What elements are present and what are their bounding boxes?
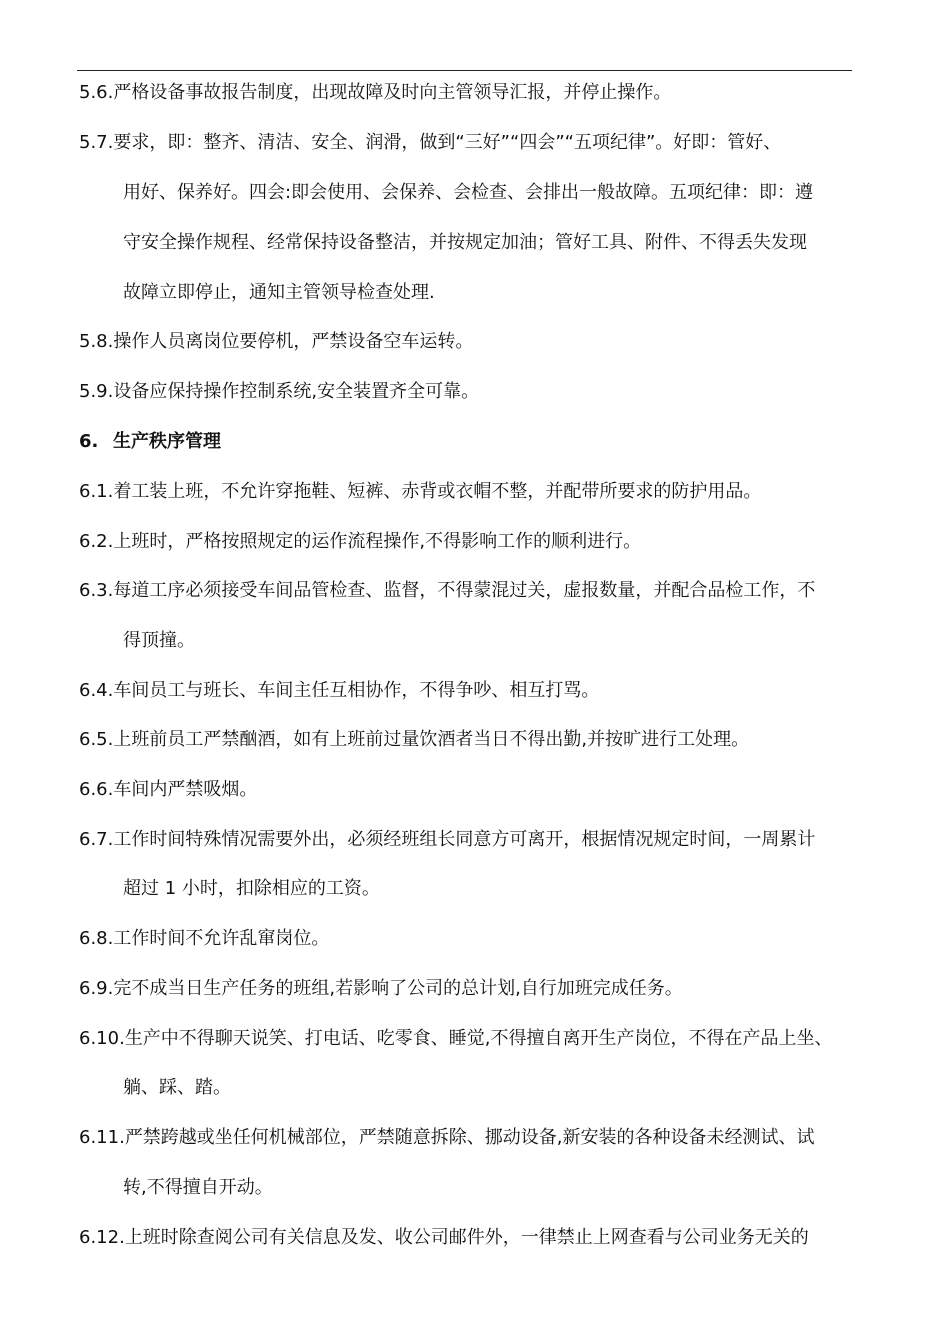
list-item-5-6 bbox=[79, 81, 671, 105]
section-title: 生产秩序管理 bbox=[113, 431, 221, 452]
item-text: 上班时除查阅公司有关信息及发、收公司邮件外，一律禁止上网查看与公司业务无关的 bbox=[124, 1227, 809, 1248]
section-number: 6. bbox=[79, 431, 99, 452]
list-item-6-2 bbox=[79, 530, 641, 554]
item-text: 工作时间特殊情况需要外出，必须经班组长同意方可离开，根据情况规定时间，一周累计 bbox=[113, 829, 816, 850]
list-item-6-4 bbox=[79, 679, 599, 703]
item-number: 6.3. bbox=[79, 580, 114, 601]
item-number: 5.6. bbox=[79, 82, 114, 103]
list-item-6-12 bbox=[79, 1226, 809, 1250]
item-continuation: 超过 1 小时，扣除相应的工资。 bbox=[123, 878, 380, 899]
item-text: 上班时，严格按照规定的运作流程操作,不得影响工作的顺利进行。 bbox=[113, 531, 642, 552]
list-item-6-10 bbox=[79, 1027, 833, 1051]
item-number: 6.1. bbox=[79, 481, 114, 502]
list-item-5-8 bbox=[79, 330, 473, 354]
list-item-6-8 bbox=[79, 927, 329, 951]
item-number: 6.5. bbox=[79, 729, 114, 750]
header-rule bbox=[77, 70, 852, 71]
item-text: 着工装上班，不允许穿拖鞋、短裤、赤背或衣帽不整，并配带所要求的防护用品。 bbox=[113, 481, 762, 502]
item-number: 6.6. bbox=[79, 779, 114, 800]
item-text: 设备应保持操作控制系统,安全装置齐全可靠。 bbox=[113, 381, 480, 402]
item-number: 6.9. bbox=[79, 978, 114, 999]
list-item-6-9 bbox=[79, 977, 683, 1001]
list-item-6-6 bbox=[79, 778, 257, 802]
item-text: 车间内严禁吸烟。 bbox=[113, 779, 258, 800]
list-item-5-9 bbox=[79, 380, 479, 404]
item-text: 车间员工与班长、车间主任互相协作，不得争吵、相互打骂。 bbox=[113, 680, 600, 701]
item-number: 6.2. bbox=[79, 531, 114, 552]
item-text: 要求，即：整齐、清洁、安全、润滑，做到“三好”“四会”“五项纪律”。好即：管好、 bbox=[113, 132, 782, 153]
list-item-6-1 bbox=[79, 480, 761, 504]
item-number: 5.7. bbox=[79, 132, 114, 153]
item-text: 每道工序必须接受车间品管检查、监督，不得蒙混过关，虚报数量，并配合品检工作，不 bbox=[113, 580, 816, 601]
item-number: 6.12. bbox=[79, 1227, 125, 1248]
item-text: 上班前员工严禁酗酒，如有上班前过量饮酒者当日不得出勤,并按旷进行工处理。 bbox=[113, 729, 750, 750]
item-continuation: 得顶撞。 bbox=[123, 630, 195, 651]
item-text: 完不成当日生产任务的班组,若影响了公司的总计划,自行加班完成任务。 bbox=[113, 978, 683, 999]
item-text: 生产中不得聊天说笑、打电话、吃零食、睡觉,不得擅自离开生产岗位，不得在产品上坐、 bbox=[124, 1028, 833, 1049]
list-item-6-3 bbox=[79, 579, 815, 603]
item-text: 工作时间不允许乱窜岗位。 bbox=[113, 928, 330, 949]
section-heading-6 bbox=[79, 430, 221, 454]
list-item-6-7 bbox=[79, 828, 815, 852]
item-continuation: 转,不得擅自开动。 bbox=[123, 1177, 273, 1198]
item-text: 操作人员离岗位要停机，严禁设备空车运转。 bbox=[113, 331, 474, 352]
list-item-6-11 bbox=[79, 1126, 815, 1150]
item-number: 6.8. bbox=[79, 928, 114, 949]
list-item-6-5 bbox=[79, 728, 749, 752]
list-item-5-7 bbox=[79, 131, 781, 155]
item-text: 严禁跨越或坐任何机械部位，严禁随意拆除、挪动设备,新安装的各种设备未经测试、试 bbox=[124, 1127, 815, 1148]
item-text: 严格设备事故报告制度，出现故障及时向主管领导汇报，并停止操作。 bbox=[113, 82, 672, 103]
item-number: 6.10. bbox=[79, 1028, 125, 1049]
item-continuation: 守安全操作规程、经常保持设备整洁，并按规定加油；管好工具、附件、不得丢失发现 bbox=[123, 232, 807, 253]
item-number: 6.7. bbox=[79, 829, 114, 850]
item-number: 5.8. bbox=[79, 331, 114, 352]
item-number: 6.4. bbox=[79, 680, 114, 701]
item-number: 6.11. bbox=[79, 1127, 125, 1148]
item-continuation: 用好、保养好。四会:即会使用、会保养、会检查、会排出一般故障。五项纪律：即：遵 bbox=[123, 182, 814, 203]
item-number: 5.9. bbox=[79, 381, 114, 402]
item-continuation: 故障立即停止，通知主管领导检查处理. bbox=[123, 282, 435, 303]
item-continuation: 躺、踩、踏。 bbox=[123, 1077, 231, 1098]
